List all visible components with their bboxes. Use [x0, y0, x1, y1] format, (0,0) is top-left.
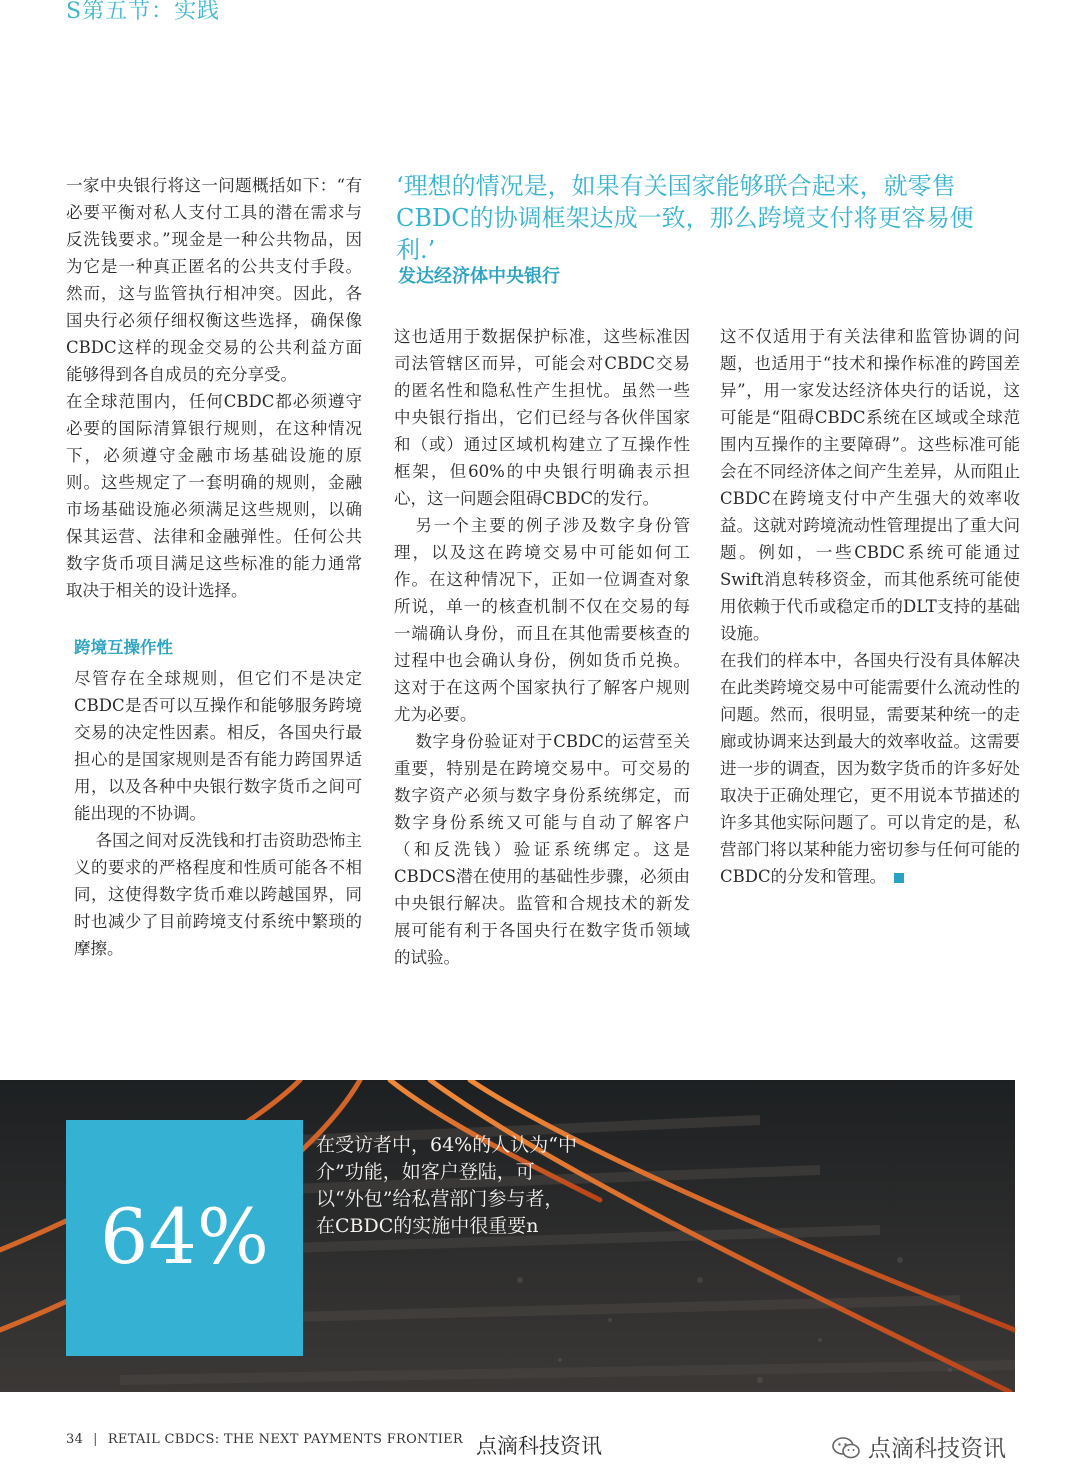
stat-box: [66, 1120, 303, 1356]
brand-watermark-center: 点滴科技资讯: [476, 1434, 602, 1458]
paragraph: [720, 647, 1020, 890]
column-3: [720, 323, 1020, 890]
column-1: [66, 172, 362, 962]
paragraph: 在全球范围内，任何CBDC都必须遵守必要的国际清算银行规则，在这种情况下，必须遵守金融市场基础设施的原则。这些规定了一套明确的规则，金融市场基础设施必须满足这些规则，以确保其运营、法律和金融弹性。任何公共数字货币项目满足这些标准的能力通常取决于相关的设计选择。: [66, 392, 362, 600]
paragraph: 这也适用于数据保护标准，这些标准因司法管辖区而异，可能会对CBDC交易的匿名性和隐私性产生担忧。虽然一些中央银行指出，它们已经与各伙伴国家和（或）通过区域机构建立了互操作性框架，但60%的中央银行明确表示担心，这一问题会阻碍CBDC的发行。: [394, 327, 690, 508]
footer: [66, 1432, 463, 1447]
stat-value: 64%: [100, 1192, 269, 1281]
page-number: 34: [66, 1432, 84, 1447]
section-header: S第五节：实践: [66, 0, 221, 24]
pull-quote-source: 发达经济体中央银行: [398, 266, 560, 287]
paragraph: 一家中央银行将这一问题概括如下：“有必要平衡对私人支付工具的潜在需求与反洗钱要求。”现金是一种公共物品，因为它是一种真正匿名的公共支付手段。然而，这与监管执行相冲突。因此，各国央行必须仔细权衡这些选择，确保像CBDC这样的现金交易的公共利益方面能够得到各自成员的充分享受。: [66, 176, 362, 384]
end-mark-square-icon: [894, 873, 904, 883]
brand-right-label: 点滴科技资讯: [868, 1436, 1006, 1462]
subheading-cross-border: 跨境互操作性: [74, 638, 173, 657]
wechat-icon: [832, 1437, 860, 1459]
paragraph: 尽管存在全球规则，但它们不是决定CBDC是否可以互操作和能够服务跨境交易的决定性因素。相反，各国央行最担心的是国家规则是否有能力跨国界适用，以及各种中央银行数字货币之间可能出现的不协调。: [74, 669, 362, 823]
paragraph: 数字身份验证对于CBDC的运营至关重要，特别是在跨境交易中。可交易的数字资产必须与数字身份系统绑定，而数字身份系统又可能与自动了解客户（和反洗钱）验证系统绑定。这是CBDCS潜在使用的基础性步骤，必须由中央银行解决。监管和合规技术的新发展可能有利于各国央行在数字货币领域的试验。: [394, 732, 690, 967]
paragraph: 另一个主要的例子涉及数字身份管理，以及这在跨境交易中可能如何工作。在这种情况下，正如一位调查对象所说，单一的核查机制不仅在交易的每一端确认身份，而且在其他需要核查的过程中也会确认身份，例如货币兑换。这对于在这两个国家执行了解客户规则尤为必要。: [394, 516, 690, 724]
brand-watermark-right: [832, 1430, 1006, 1463]
paragraph: 各国之间对反洗钱和打击资助恐怖主义的要求的严格程度和性质可能各不相同，这使得数字货币难以跨越国界，同时也减少了目前跨境支付系统中繁琐的摩擦。: [74, 831, 362, 958]
publication-title: RETAIL CBDCS: THE NEXT PAYMENTS FRONTIER: [107, 1432, 464, 1447]
column-2: [394, 323, 690, 971]
footer-separator: |: [93, 1432, 98, 1447]
pull-quote: ‘理想的情况是，如果有关国家能够联合起来，就零售CBDC的协调框架达成一致，那么跨境支付将更容易便利.’: [396, 172, 974, 264]
paragraph-text: 在我们的样本中，各国央行没有具体解决在此类跨境交易中可能需要什么流动性的问题。然而，很明显，需要某种统一的走廊或协调来达到最大的效率收益。这需要进一步的调查，因为数字货币的许多好处取决于正确处理它，更不用说本节描述的许多其他实际问题了。可以肯定的是，私营部门将以某种能力密切参与任何可能的CBDC的分发和管理。: [720, 651, 1020, 886]
paragraph: 这不仅适用于有关法律和监管协调的问题，也适用于“技术和操作标准的跨国差异”，用一家发达经济体央行的话说，这可能是“阻碍CBDC系统在区域或全球范围内互操作的主要障碍”。这些标准可能会在不同经济体之间产生差异，从而阻止CBDC在跨境支付中产生强大的效率收益。这就对跨境流动性管理提出了重大问题。例如，一些CBDC系统可能通过Swift消息转移资金，而其他系统可能使用依赖于代币或稳定币的DLT支持的基础设施。: [720, 327, 1020, 643]
stat-caption: 在受访者中，64%的人认为“中介”功能，如客户登陆，可以“外包”给私营部门参与者，在CBDC的实施中很重要n: [316, 1134, 577, 1237]
